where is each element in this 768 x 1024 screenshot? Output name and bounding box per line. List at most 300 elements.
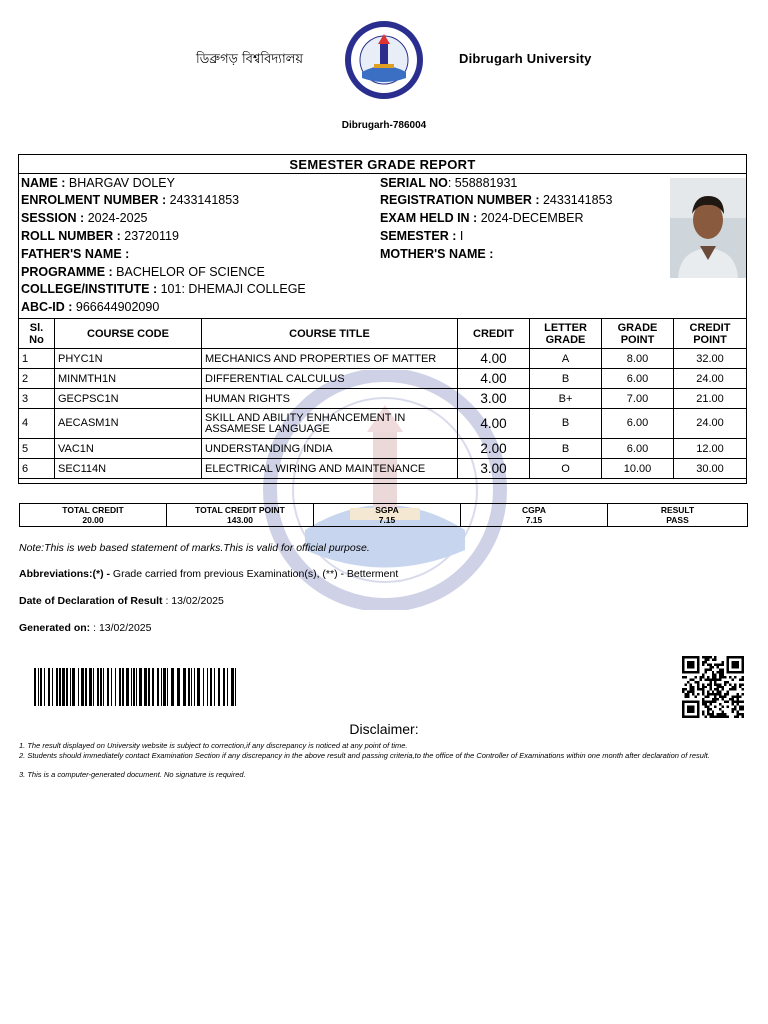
qr-module (727, 701, 729, 703)
result: RESULT PASS (608, 504, 748, 527)
qr-module (709, 683, 711, 685)
qr-module (732, 703, 734, 705)
qr-module (714, 663, 716, 665)
totals-row (20, 504, 748, 527)
qr-module (709, 713, 711, 715)
qr-module (739, 708, 741, 710)
programme: PROGRAMME : BACHELOR OF SCIENCE (21, 265, 265, 279)
qr-module (727, 681, 729, 683)
qr-module (689, 683, 691, 685)
barcode-bar (52, 668, 53, 706)
qr-module (707, 658, 709, 660)
qr-module (742, 716, 744, 718)
barcode-bar (210, 668, 212, 706)
qr-module (712, 676, 714, 678)
barcode-bar (235, 668, 236, 706)
sl-no: 1 (19, 349, 55, 369)
qr-module (719, 713, 721, 715)
qr-module (702, 701, 704, 703)
qr-module (709, 688, 711, 690)
qr-module (722, 696, 724, 698)
qr-module (724, 693, 726, 695)
table-row (19, 409, 747, 439)
qr-module (729, 698, 731, 700)
qr-module (714, 706, 716, 708)
qr-module (742, 708, 744, 710)
qr-module (727, 716, 729, 718)
qr-module (714, 716, 716, 718)
qr-module (724, 716, 726, 718)
qr-module (692, 678, 694, 680)
qr-module (684, 688, 686, 690)
disclaimer-title: Disclaimer: (349, 721, 419, 737)
qr-module (722, 668, 724, 670)
barcode-bar (85, 668, 87, 706)
qr-module (722, 711, 724, 713)
header-course-code: COURSE CODE (55, 319, 202, 349)
qr-module (694, 681, 696, 683)
qr-module (712, 716, 714, 718)
qr-module (687, 706, 694, 713)
qr-module (689, 678, 691, 680)
qr-module (697, 681, 699, 683)
qr-module (737, 696, 739, 698)
barcode-bar (203, 668, 204, 706)
qr-module (709, 686, 711, 688)
qr-module (702, 711, 704, 713)
letter-grade: B (530, 409, 602, 439)
barcode-bar (93, 668, 94, 706)
qr-module (714, 678, 716, 680)
qr-module (692, 691, 694, 693)
qr-module (699, 688, 701, 690)
qr-module (734, 688, 736, 690)
qr-module (712, 713, 714, 715)
qr-module (702, 693, 704, 695)
qr-module (714, 696, 716, 698)
qr-module (739, 696, 741, 698)
qr-module (724, 676, 726, 678)
barcode-bar (70, 668, 71, 706)
qr-module (727, 706, 729, 708)
sl-no: 4 (19, 409, 55, 439)
qr-module (722, 698, 724, 700)
course-title: UNDERSTANDING INDIA (202, 439, 458, 459)
qr-module (734, 686, 736, 688)
qr-module (732, 711, 734, 713)
barcode-bar (40, 668, 42, 706)
qr-module (727, 693, 729, 695)
validity-note: Note:This is web based statement of marks.This is valid for official purpose. (19, 542, 370, 554)
course-code: GECPSC1N (55, 389, 202, 409)
barcode-bar (177, 668, 180, 706)
qr-module (722, 661, 724, 663)
qr-module (724, 683, 726, 685)
qr-module (729, 683, 731, 685)
qr-module (717, 671, 719, 673)
university-name-bengali: ডিব্রুগড় বিশ্ববিদ্যালয় (196, 52, 304, 67)
header-letter-grade: LETTER GRADE (530, 319, 602, 349)
disclaimer-item: 3. This is a computer-generated document. No signature is required. (19, 770, 246, 779)
qr-module (737, 701, 739, 703)
qr-module (707, 693, 709, 695)
grades-table (18, 318, 747, 479)
qr-module (704, 656, 706, 658)
qr-module (717, 683, 719, 685)
title-divider (19, 173, 746, 174)
qr-module (692, 693, 694, 695)
disclaimer-item: 1. The result displayed on University website is subject to correction,if any discrepancy is noticed at any point of time. (19, 741, 408, 750)
barcode-bar (188, 668, 190, 706)
table-row (19, 459, 747, 479)
qr-module (697, 693, 699, 695)
grade-point: 6.00 (602, 439, 674, 459)
qr-module (709, 666, 711, 668)
qr-module (697, 686, 699, 688)
course-code: PHYC1N (55, 349, 202, 369)
qr-module (732, 696, 734, 698)
barcode-bar (34, 668, 36, 706)
barcode-bar (191, 668, 192, 706)
qr-module (687, 696, 689, 698)
qr-module (712, 678, 714, 680)
university-logo (340, 20, 428, 100)
credit-point: 24.00 (674, 369, 747, 389)
qr-module (719, 673, 721, 675)
barcode-bar (136, 668, 137, 706)
qr-module (709, 708, 711, 710)
qr-module (724, 696, 726, 698)
qr-module (687, 691, 689, 693)
barcode-bar (214, 668, 215, 706)
sl-no: 3 (19, 389, 55, 409)
qr-module (719, 693, 721, 695)
qr-module (702, 691, 704, 693)
qr-module (727, 691, 729, 693)
qr-module (717, 686, 719, 688)
declaration-date: Date of Declaration of Result : 13/02/2025 (19, 595, 224, 607)
credit-point: 32.00 (674, 349, 747, 369)
qr-module (719, 676, 721, 678)
qr-module (712, 693, 714, 695)
barcode-bar (44, 668, 45, 706)
qr-module (707, 663, 709, 665)
registration-number: REGISTRATION NUMBER : 2433141853 (380, 193, 613, 207)
credit: 4.00 (458, 409, 530, 439)
qr-module (707, 683, 709, 685)
qr-module (702, 686, 704, 688)
qr-module (739, 678, 741, 680)
qr-module (684, 676, 686, 678)
table-row (19, 369, 747, 389)
barcode-bar (81, 668, 84, 706)
qr-module (719, 691, 721, 693)
qr-module (709, 681, 711, 683)
exam-held-in: EXAM HELD IN : 2024-DECEMBER (380, 211, 584, 225)
qr-module (737, 713, 739, 715)
qr-module (704, 703, 706, 705)
qr-module (717, 678, 719, 680)
barcode-bar (115, 668, 116, 706)
qr-module (707, 711, 709, 713)
barcode-bar (197, 668, 200, 706)
barcode-bar (223, 668, 225, 706)
qr-module (689, 686, 691, 688)
qr-module (724, 713, 726, 715)
qr-module (719, 663, 721, 665)
qr-module (699, 676, 701, 678)
session: SESSION : 2024-2025 (21, 211, 148, 225)
qr-module (712, 666, 714, 668)
semester: SEMESTER : I (380, 229, 464, 243)
enrolment-number: ENROLMENT NUMBER : 2433141853 (21, 193, 240, 207)
qr-module (684, 693, 686, 695)
qr-module (732, 708, 734, 710)
abc-id: ABC-ID : 966644902090 (21, 300, 160, 314)
course-code: VAC1N (55, 439, 202, 459)
student-name: NAME : BHARGAV DOLEY (21, 176, 175, 190)
barcode-bar (167, 668, 168, 706)
qr-module (702, 656, 704, 658)
sl-no: 6 (19, 459, 55, 479)
qr-module (724, 681, 726, 683)
qr-module (692, 686, 694, 688)
total-credit: TOTAL CREDIT 20.00 (20, 504, 167, 527)
letter-grade: O (530, 459, 602, 479)
qr-module (702, 673, 704, 675)
barcode-bar (100, 668, 102, 706)
college-institute: COLLEGE/INSTITUTE : 101: DHEMAJI COLLEGE (21, 282, 306, 296)
barcode-bar (133, 668, 135, 706)
qr-module (704, 661, 706, 663)
qr-module (707, 706, 709, 708)
header-credit: CREDIT (458, 319, 530, 349)
qr-module (709, 703, 711, 705)
qr-module (722, 673, 724, 675)
grade-point: 10.00 (602, 459, 674, 479)
qr-module (712, 671, 714, 673)
qr-module (714, 658, 716, 660)
barcode-bar (59, 668, 61, 706)
qr-module (707, 708, 709, 710)
qr-module (702, 688, 704, 690)
qr-module (719, 686, 721, 688)
qr-module (734, 716, 736, 718)
qr-module (687, 693, 689, 695)
course-code: MINMTH1N (55, 369, 202, 389)
qr-module (739, 706, 741, 708)
qr-module (734, 708, 736, 710)
barcode-bar (139, 668, 142, 706)
qr-module (704, 706, 706, 708)
barcode-bar (107, 668, 109, 706)
qr-module (684, 683, 686, 685)
qr-module (742, 693, 744, 695)
generated-on: Generated on: : 13/02/2025 (19, 622, 152, 634)
barcode-bar (157, 668, 159, 706)
credit: 2.00 (458, 439, 530, 459)
qr-module (704, 671, 706, 673)
qr-module (717, 666, 719, 668)
qr-module (719, 678, 721, 680)
qr-module (714, 683, 716, 685)
qr-module (712, 691, 714, 693)
barcode-bar (231, 668, 234, 706)
qr-module (742, 706, 744, 708)
qr-module (737, 711, 739, 713)
qr-module (742, 676, 744, 678)
qr-module (707, 713, 709, 715)
barcode-bar (111, 668, 112, 706)
barcode-bar (72, 668, 75, 706)
qr-module (714, 693, 716, 695)
qr-module (742, 683, 744, 685)
qr-module (732, 678, 734, 680)
qr-module (709, 668, 711, 670)
course-code: SEC114N (55, 459, 202, 479)
barcode-bar (227, 668, 228, 706)
qr-module (732, 701, 734, 703)
qr-module (739, 713, 741, 715)
qr-module (732, 688, 734, 690)
qr-module (742, 713, 744, 715)
barcode-bar (131, 668, 132, 706)
barcode-bar (152, 668, 154, 706)
university-name-english: Dibrugarh University (459, 51, 592, 66)
credit: 3.00 (458, 459, 530, 479)
grade-report-box (18, 154, 747, 484)
qr-module (717, 693, 719, 695)
barcode-bar (148, 668, 150, 706)
qr-module (707, 676, 709, 678)
qr-module (707, 696, 709, 698)
letter-grade: B (530, 439, 602, 459)
qr-module (734, 701, 736, 703)
qr-module (714, 673, 716, 675)
qr-module (709, 716, 711, 718)
qr-module (714, 688, 716, 690)
qr-module (712, 711, 714, 713)
qr-module (722, 686, 724, 688)
barcode-bar (119, 668, 121, 706)
qr-module (737, 693, 739, 695)
qr-module (709, 678, 711, 680)
barcode-bar (183, 668, 186, 706)
barcode-bar (56, 668, 58, 706)
qr-module (702, 713, 704, 715)
qr-module (719, 716, 721, 718)
qr-module (734, 696, 736, 698)
qr-module (704, 668, 706, 670)
table-row (19, 349, 747, 369)
fathers-name: FATHER'S NAME : (21, 247, 130, 261)
qr-module (722, 671, 724, 673)
barcode-bar (122, 668, 124, 706)
qr-module (719, 668, 721, 670)
qr-module (707, 701, 709, 703)
credit-point: 30.00 (674, 459, 747, 479)
barcode-bar (66, 668, 68, 706)
qr-module (717, 716, 719, 718)
barcode-bar (38, 668, 39, 706)
qr-module (742, 678, 744, 680)
letter-grade: A (530, 349, 602, 369)
credit: 4.00 (458, 349, 530, 369)
qr-module (719, 696, 721, 698)
disclaimer-item: 2. Students should immediately contact Examination Section if any discrepancy in the above result and passing criteria,to the office of the Controller of Examinations within one month after declaration of result. (19, 751, 710, 760)
qr-module (712, 701, 714, 703)
qr-module (707, 668, 709, 670)
qr-module (717, 698, 719, 700)
qr-module (714, 698, 716, 700)
university-location: Dibrugarh-786004 (341, 120, 427, 131)
qr-module (734, 676, 736, 678)
qr-module (707, 691, 709, 693)
barcode-bar (144, 668, 147, 706)
table-row (19, 439, 747, 459)
qr-module (687, 681, 689, 683)
qr-module (697, 688, 699, 690)
qr-module (694, 676, 696, 678)
abbreviations: Abbreviations:(*) - Grade carried from previous Examination(s), (**) - Betterment (19, 568, 399, 580)
qr-module (712, 673, 714, 675)
course-title: DIFFERENTIAL CALCULUS (202, 369, 458, 389)
qr-module (742, 688, 744, 690)
table-row (19, 389, 747, 409)
qr-module (714, 681, 716, 683)
barcode-bar (126, 668, 129, 706)
credit: 3.00 (458, 389, 530, 409)
qr-module (714, 656, 716, 658)
qr-module (714, 676, 716, 678)
qr-module (722, 713, 724, 715)
qr-module (732, 686, 734, 688)
course-title: SKILL AND ABILITY ENHANCEMENT IN ASSAMESE LANGUAGE (202, 409, 458, 439)
header-grade-point: GRADE POINT (602, 319, 674, 349)
qr-module (712, 658, 714, 660)
qr-module (704, 696, 706, 698)
course-title: HUMAN RIGHTS (202, 389, 458, 409)
qr-module (704, 716, 706, 718)
qr-module (742, 701, 744, 703)
qr-module (682, 688, 684, 690)
barcode-bar (161, 668, 162, 706)
qr-module (737, 703, 739, 705)
barcode-bar (163, 668, 166, 706)
qr-module (709, 656, 711, 658)
qr-module (732, 698, 734, 700)
barcode-bar (171, 668, 174, 706)
qr-module (699, 678, 701, 680)
header-sl-no: Sl. No (19, 319, 55, 349)
qr-module (722, 676, 724, 678)
qr-module (684, 696, 686, 698)
qr-module (704, 686, 706, 688)
course-title: ELECTRICAL WIRING AND MAINTENANCE (202, 459, 458, 479)
barcode-bar (62, 668, 65, 706)
barcode-bar (103, 668, 104, 706)
qr-module (714, 701, 716, 703)
barcode-bar (97, 668, 99, 706)
qr-module (719, 703, 721, 705)
credit-point: 21.00 (674, 389, 747, 409)
qr-module (682, 676, 684, 678)
cgpa: CGPA 7.15 (461, 504, 608, 527)
serial-no: SERIAL NO: 558881931 (380, 176, 518, 190)
grades-header-row (19, 319, 747, 349)
qr-module (702, 661, 704, 663)
qr-module (724, 701, 726, 703)
